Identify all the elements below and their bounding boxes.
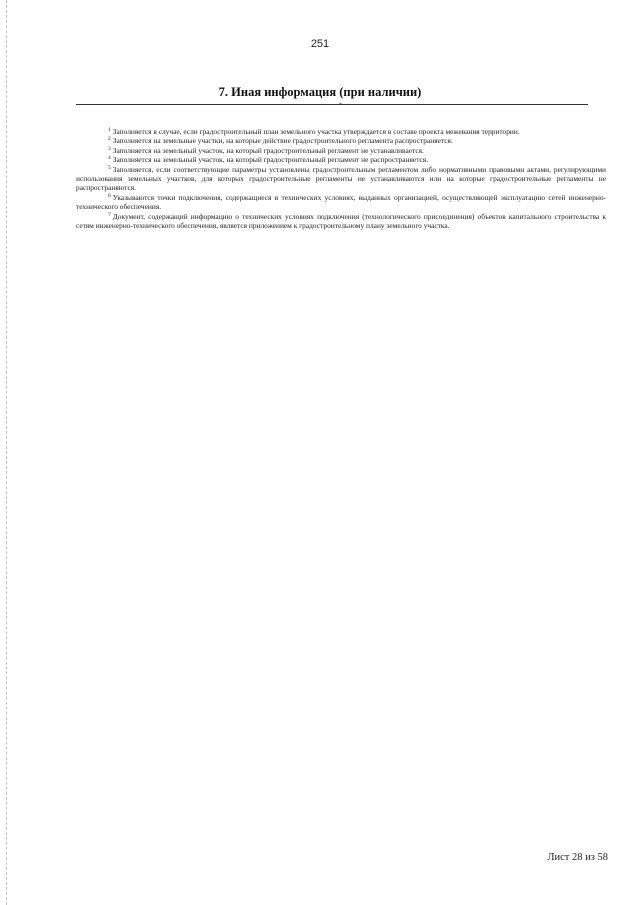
footnote-mark: 7 — [108, 211, 111, 218]
footnote-1 — [76, 127, 606, 136]
section-title: 7. Иная информация (при наличии) — [218, 85, 422, 99]
page-number: 251 — [310, 38, 330, 50]
footnote-mark: 5 — [108, 164, 111, 171]
page-binding-edge — [6, 0, 7, 905]
footnote-4 — [76, 155, 606, 164]
footnote-text: Заполняется, если соответствующие параметры установлены градостроительным регламентом либо нормативными правовыми актами, регулирующими использования земельных участков, для которых градостроительные регламенты не устанавливаются или на которые градостроительные регламенты не распространяются. — [76, 164, 606, 193]
footnote-text: Заполняется на земельные участки, на которые действие градостроительного регламента распространяется. — [112, 136, 453, 146]
footnote-mark: 6 — [108, 192, 111, 199]
footnote-2 — [76, 136, 606, 145]
sheet-number: Лист 28 из 58 — [547, 852, 608, 863]
rule-mark: - — [339, 98, 342, 108]
footnote-mark: 2 — [108, 136, 111, 143]
footnote-mark: 4 — [108, 155, 111, 162]
footnotes — [76, 127, 606, 230]
footnote-text: Заполняется на земельный участок, на который градостроительный регламент не устанавливается. — [112, 145, 424, 155]
footnote-text: Заполняется на земельный участок, на который градостроительный регламент не распространяется. — [112, 155, 429, 165]
footnote-6 — [76, 193, 606, 212]
footnote-text: Документ, содержащий информацию о технических условиях подключения (технологического присоединения) объектов капитального строительства к сетям инженерно-технического обеспечения, является приложением к градостроительному плану земельного участка. — [76, 211, 606, 231]
footnote-5 — [76, 165, 606, 193]
footnote-mark: 1 — [108, 127, 111, 133]
footnote-mark: 3 — [108, 145, 111, 152]
footnote-text: Указываются точки подключения, содержащиеся в технических условиях, выданных организацией, осуществляющей эксплуатацию сетей инженерно-технического обеспечения. — [76, 192, 606, 212]
footnote-3 — [76, 146, 606, 155]
footnote-text: Заполняется в случае, если градостроительный план земельного участка утверждается в составе проекта межевания территории. — [112, 127, 520, 136]
section-rule — [76, 104, 588, 105]
footnote-7 — [76, 212, 606, 231]
